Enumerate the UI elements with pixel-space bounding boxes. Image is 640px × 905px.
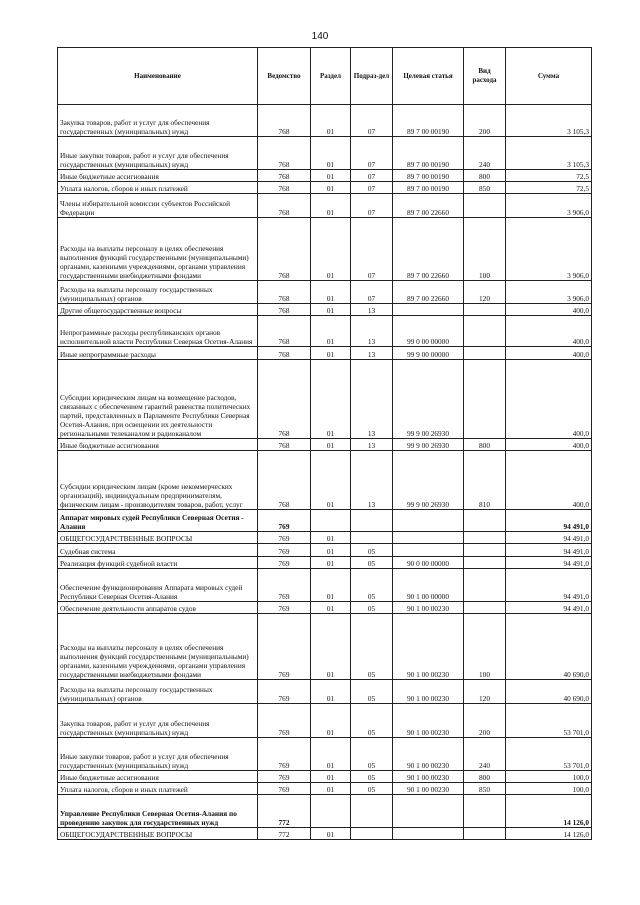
cell-target-article: 89 7 00 22660 <box>393 281 464 304</box>
cell-name: Субсидии юридическим лицам (кроме некоммерческих организаций), индивидуальным предпринимателям, физическим лицам - производителям товаров, работ, услуг <box>58 451 258 510</box>
header-department: Ведомство <box>258 48 311 105</box>
table-row <box>58 194 592 218</box>
cell-name: Расходы на выплаты персоналу государственных (муниципальных) органов <box>58 680 258 704</box>
cell-section: 01 <box>311 105 351 137</box>
cell-department: 768 <box>258 105 311 137</box>
cell-expense-type: 100 <box>464 614 506 680</box>
header-name: Наименование <box>58 48 258 105</box>
cell-name: Субсидии юридическим лицам на возмещение расходов, связанных с обеспечением гарантий равенства политических партий, представленных в Парламенте Республики Северная Осетия-Алания, при освещении их деятельности региональными телеканалом и радиоканалом <box>58 360 258 439</box>
cell-name: Закупка товаров, работ и услуг для обеспечения государственных (муниципальных) нужд <box>58 704 258 738</box>
cell-amount: 3 906,0 <box>506 218 592 281</box>
cell-section: 01 <box>311 569 351 602</box>
cell-department: 768 <box>258 304 311 316</box>
cell-subsection: 05 <box>351 557 393 569</box>
table-row <box>58 281 592 304</box>
cell-section: 01 <box>311 532 351 544</box>
cell-target-article: 90 1 00 00230 <box>393 680 464 704</box>
cell-expense-type <box>464 347 506 360</box>
cell-subsection: 13 <box>351 316 393 347</box>
cell-subsection: 07 <box>351 218 393 281</box>
cell-section: 01 <box>311 602 351 614</box>
cell-section: 01 <box>311 771 351 783</box>
cell-department: 768 <box>258 137 311 170</box>
cell-target-article <box>393 828 464 840</box>
cell-name: Члены избирательной комиссии субъектов Российской Федерации <box>58 194 258 218</box>
cell-target-article: 90 1 00 00230 <box>393 738 464 771</box>
cell-name: Судебная система <box>58 544 258 557</box>
cell-name: Иные непрограммные расходы <box>58 347 258 360</box>
cell-expense-type: 800 <box>464 439 506 451</box>
page-number: 140 <box>311 31 329 42</box>
cell-department: 768 <box>258 439 311 451</box>
cell-section: 01 <box>311 451 351 510</box>
cell-department: 769 <box>258 783 311 795</box>
table-row <box>58 532 592 544</box>
cell-department: 772 <box>258 795 311 828</box>
cell-department: 768 <box>258 316 311 347</box>
cell-name: Иные бюджетные ассигнования <box>58 771 258 783</box>
cell-target-article: 89 7 00 00190 <box>393 137 464 170</box>
cell-department: 768 <box>258 360 311 439</box>
table-row <box>58 105 592 137</box>
cell-subsection: 13 <box>351 439 393 451</box>
cell-subsection: 07 <box>351 194 393 218</box>
table-row <box>58 451 592 510</box>
cell-name: Иные закупки товаров, работ и услуг для обеспечения государственных (муниципальных) нужд <box>58 137 258 170</box>
cell-amount: 3 105,3 <box>506 137 592 170</box>
cell-section: 01 <box>311 137 351 170</box>
table-row <box>58 828 592 840</box>
cell-subsection: 05 <box>351 569 393 602</box>
cell-department: 769 <box>258 544 311 557</box>
cell-amount: 400,0 <box>506 347 592 360</box>
cell-expense-type <box>464 828 506 840</box>
cell-department: 769 <box>258 602 311 614</box>
table-row <box>58 182 592 194</box>
cell-department: 769 <box>258 557 311 569</box>
cell-subsection: 13 <box>351 347 393 360</box>
cell-amount: 3 105,3 <box>506 105 592 137</box>
cell-amount: 14 126,0 <box>506 795 592 828</box>
cell-expense-type <box>464 360 506 439</box>
cell-target-article: 89 7 00 22660 <box>393 194 464 218</box>
cell-expense-type <box>464 510 506 532</box>
cell-name: ОБЩЕГОСУДАРСТВЕННЫЕ ВОПРОСЫ <box>58 828 258 840</box>
cell-subsection: 05 <box>351 704 393 738</box>
cell-target-article: 99 9 00 26930 <box>393 360 464 439</box>
table-row <box>58 218 592 281</box>
cell-section: 01 <box>311 281 351 304</box>
cell-section: 01 <box>311 218 351 281</box>
header-amount: Сумма <box>506 48 592 105</box>
cell-department: 769 <box>258 680 311 704</box>
cell-subsection: 13 <box>351 360 393 439</box>
cell-department: 768 <box>258 170 311 182</box>
table-row <box>58 137 592 170</box>
cell-department: 769 <box>258 569 311 602</box>
cell-expense-type <box>464 795 506 828</box>
cell-amount: 94 491,0 <box>506 602 592 614</box>
cell-department: 768 <box>258 451 311 510</box>
cell-section: 01 <box>311 544 351 557</box>
cell-target-article: 89 7 00 00190 <box>393 105 464 137</box>
cell-subsection: 05 <box>351 771 393 783</box>
cell-section: 01 <box>311 182 351 194</box>
header-subsection: Подраз-дел <box>351 48 393 105</box>
cell-section: 01 <box>311 704 351 738</box>
cell-target-article: 99 0 00 00000 <box>393 316 464 347</box>
cell-target-article: 90 1 00 00230 <box>393 614 464 680</box>
cell-amount: 40 690,0 <box>506 680 592 704</box>
cell-department: 768 <box>258 347 311 360</box>
table-row <box>58 738 592 771</box>
cell-expense-type: 800 <box>464 170 506 182</box>
cell-subsection: 05 <box>351 738 393 771</box>
cell-subsection <box>351 795 393 828</box>
table-row <box>58 771 592 783</box>
cell-expense-type: 810 <box>464 451 506 510</box>
table-body <box>58 105 592 840</box>
cell-amount: 100,0 <box>506 783 592 795</box>
header-section: Раздел <box>311 48 351 105</box>
cell-name: Уплата налогов, сборов и иных платежей <box>58 783 258 795</box>
cell-subsection: 13 <box>351 451 393 510</box>
cell-subsection <box>351 828 393 840</box>
cell-department: 769 <box>258 771 311 783</box>
cell-name: Иные бюджетные ассигнования <box>58 439 258 451</box>
cell-target-article: 90 1 00 00000 <box>393 569 464 602</box>
cell-section: 01 <box>311 783 351 795</box>
cell-name: Закупка товаров, работ и услуг для обеспечения государственных (муниципальных) нужд <box>58 105 258 137</box>
table-row <box>58 360 592 439</box>
cell-name: Иные закупки товаров, работ и услуг для обеспечения государственных (муниципальных) нужд <box>58 738 258 771</box>
cell-expense-type <box>464 557 506 569</box>
cell-section: 01 <box>311 557 351 569</box>
cell-section: 01 <box>311 316 351 347</box>
cell-section: 01 <box>311 360 351 439</box>
cell-target-article: 90 1 00 00230 <box>393 602 464 614</box>
cell-expense-type: 120 <box>464 680 506 704</box>
cell-department: 769 <box>258 532 311 544</box>
table-row <box>58 304 592 316</box>
cell-subsection: 07 <box>351 137 393 170</box>
cell-expense-type: 200 <box>464 105 506 137</box>
cell-amount: 400,0 <box>506 304 592 316</box>
cell-expense-type: 100 <box>464 218 506 281</box>
cell-target-article: 99 9 00 26930 <box>393 451 464 510</box>
cell-target-article: 99 9 00 00000 <box>393 347 464 360</box>
cell-department: 769 <box>258 704 311 738</box>
cell-amount: 400,0 <box>506 451 592 510</box>
cell-amount: 400,0 <box>506 439 592 451</box>
cell-subsection: 05 <box>351 783 393 795</box>
cell-section: 01 <box>311 439 351 451</box>
cell-amount: 53 701,0 <box>506 704 592 738</box>
table-row <box>58 569 592 602</box>
cell-name: Обеспечение функционирования Аппарата мировых судей Республики Северная Осетия-Алания <box>58 569 258 602</box>
header-target-article: Целевая статья <box>393 48 464 105</box>
table-row <box>58 544 592 557</box>
cell-expense-type: 240 <box>464 738 506 771</box>
cell-name: Другие общегосударственные вопросы <box>58 304 258 316</box>
cell-section: 01 <box>311 304 351 316</box>
cell-target-article: 90 0 00 00000 <box>393 557 464 569</box>
cell-amount: 94 491,0 <box>506 532 592 544</box>
cell-department: 769 <box>258 738 311 771</box>
cell-target-article: 90 1 00 00230 <box>393 771 464 783</box>
cell-target-article <box>393 510 464 532</box>
cell-name: Уплата налогов, сборов и иных платежей <box>58 182 258 194</box>
table-row <box>58 170 592 182</box>
cell-amount: 3 906,0 <box>506 281 592 304</box>
cell-target-article <box>393 532 464 544</box>
cell-subsection: 05 <box>351 544 393 557</box>
cell-expense-type <box>464 569 506 602</box>
cell-expense-type <box>464 304 506 316</box>
cell-name: ОБЩЕГОСУДАРСТВЕННЫЕ ВОПРОСЫ <box>58 532 258 544</box>
cell-amount: 94 491,0 <box>506 557 592 569</box>
cell-subsection: 07 <box>351 105 393 137</box>
cell-department: 769 <box>258 510 311 532</box>
table-row <box>58 347 592 360</box>
table-row <box>58 680 592 704</box>
cell-section <box>311 795 351 828</box>
cell-name: Расходы на выплаты персоналу в целях обеспечения выполнения функций государственными (муниципальными) органами, казенными учреждениями, органами управления государственными внебюджетными фондами <box>58 614 258 680</box>
cell-amount: 94 491,0 <box>506 569 592 602</box>
cell-amount: 400,0 <box>506 316 592 347</box>
cell-expense-type: 200 <box>464 704 506 738</box>
table-row <box>58 795 592 828</box>
table-row <box>58 439 592 451</box>
cell-target-article: 89 7 00 00190 <box>393 170 464 182</box>
cell-name: Управление Республики Северная Осетия-Алания по проведению закупок для государственных нужд <box>58 795 258 828</box>
cell-name: Реализация функций судебной власти <box>58 557 258 569</box>
cell-amount: 53 701,0 <box>506 738 592 771</box>
cell-amount: 100,0 <box>506 771 592 783</box>
cell-section: 01 <box>311 738 351 771</box>
cell-name: Расходы на выплаты персоналу государственных (муниципальных) органов <box>58 281 258 304</box>
cell-expense-type <box>464 194 506 218</box>
cell-subsection: 07 <box>351 170 393 182</box>
cell-amount: 400,0 <box>506 360 592 439</box>
cell-section: 01 <box>311 614 351 680</box>
cell-section: 01 <box>311 194 351 218</box>
cell-subsection: 05 <box>351 614 393 680</box>
cell-expense-type: 800 <box>464 771 506 783</box>
cell-target-article <box>393 795 464 828</box>
cell-amount: 40 690,0 <box>506 614 592 680</box>
cell-expense-type: 240 <box>464 137 506 170</box>
cell-target-article <box>393 544 464 557</box>
cell-expense-type: 850 <box>464 182 506 194</box>
cell-section: 01 <box>311 680 351 704</box>
table-row <box>58 316 592 347</box>
cell-section: 01 <box>311 828 351 840</box>
cell-expense-type <box>464 544 506 557</box>
cell-section: 01 <box>311 347 351 360</box>
cell-amount: 72,5 <box>506 182 592 194</box>
cell-amount: 14 126,0 <box>506 828 592 840</box>
cell-target-article: 90 1 00 00230 <box>393 783 464 795</box>
cell-expense-type: 120 <box>464 281 506 304</box>
table-row <box>58 704 592 738</box>
cell-department: 768 <box>258 281 311 304</box>
table-row <box>58 602 592 614</box>
cell-name: Непрограммные расходы республиканских органов исполнительной власти Республики Северная Осетия-Алания <box>58 316 258 347</box>
table-row <box>58 510 592 532</box>
cell-name: Обеспечение деятельности аппаратов судов <box>58 602 258 614</box>
cell-subsection <box>351 510 393 532</box>
cell-expense-type <box>464 532 506 544</box>
cell-subsection: 07 <box>351 182 393 194</box>
budget-table <box>57 47 592 840</box>
cell-expense-type <box>464 602 506 614</box>
cell-subsection: 05 <box>351 680 393 704</box>
cell-section: 01 <box>311 170 351 182</box>
cell-subsection: 05 <box>351 602 393 614</box>
cell-target-article: 90 1 00 00230 <box>393 704 464 738</box>
cell-target-article: 89 7 00 22660 <box>393 218 464 281</box>
table-row <box>58 557 592 569</box>
cell-name: Аппарат мировых судей Республики Северная Осетия - Алания <box>58 510 258 532</box>
cell-subsection: 13 <box>351 304 393 316</box>
cell-amount: 94 491,0 <box>506 510 592 532</box>
cell-department: 769 <box>258 614 311 680</box>
cell-department: 772 <box>258 828 311 840</box>
cell-amount: 94 491,0 <box>506 544 592 557</box>
cell-department: 768 <box>258 182 311 194</box>
cell-department: 768 <box>258 218 311 281</box>
cell-expense-type <box>464 316 506 347</box>
cell-name: Расходы на выплаты персоналу в целях обеспечения выполнения функций государственными (муниципальными) органами, казенными учреждениями, органами управления государственными внебюджетными фондами <box>58 218 258 281</box>
header-expense-type: Вид расхода <box>464 48 506 105</box>
cell-amount: 3 906,0 <box>506 194 592 218</box>
cell-target-article: 89 7 00 00190 <box>393 182 464 194</box>
cell-subsection: 07 <box>351 281 393 304</box>
cell-target-article <box>393 304 464 316</box>
cell-amount: 72,5 <box>506 170 592 182</box>
table-row <box>58 783 592 795</box>
cell-section <box>311 510 351 532</box>
cell-department: 768 <box>258 194 311 218</box>
table-row <box>58 614 592 680</box>
cell-name: Иные бюджетные ассигнования <box>58 170 258 182</box>
table-header-row <box>58 48 592 105</box>
cell-target-article: 99 9 00 26930 <box>393 439 464 451</box>
cell-subsection <box>351 532 393 544</box>
cell-expense-type: 850 <box>464 783 506 795</box>
